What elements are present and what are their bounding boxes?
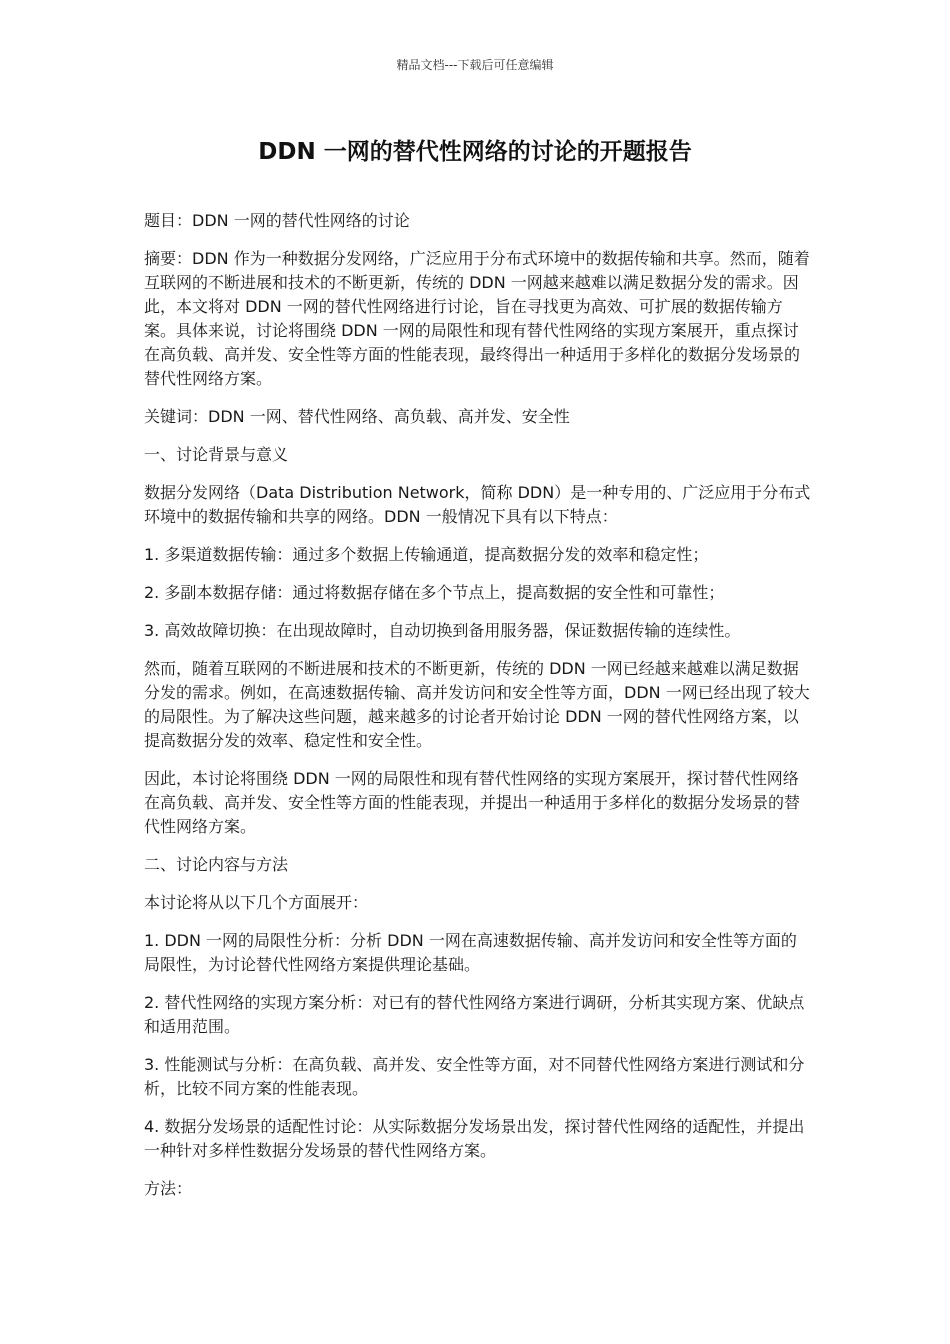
paragraph-ddn-definition: 数据分发网络（Data Distribution Network，简称 DDN）是一种专用的、广泛应用于分布式环境中的数据传输和共享的网络。DDN 一般情况下具有以下特点：	[144, 483, 811, 526]
paragraph-purpose: 因此，本讨论将围绕 DDN 一网的局限性和现有替代性网络的实现方案展开，探讨替代性网络在高负载、高并发、安全性等方面的性能表现，并提出一种适用于多样化的数据分发场景的替代性网络方案。	[144, 769, 801, 836]
list-item-aspect-4: 4. 数据分发场景的适配性讨论：从实际数据分发场景出发，探讨替代性网络的适配性，并提出一种针对多样性数据分发场景的替代性网络方案。	[144, 1117, 805, 1160]
paragraph-limitations: 然而，随着互联网的不断进展和技术的不断更新，传统的 DDN 一网已经越来越难以满足数据分发的需求。例如，在高速数据传输、高并发访问和安全性等方面，DDN 一网已经出现了较大的局限性。为了解决这些问题，越来越多的讨论者开始讨论 DDN 一网的替代性网络方案，以提高数据分发的效率、稳定性和安全性。	[144, 659, 810, 750]
list-item-aspect-2: 2. 替代性网络的实现方案分析：对已有的替代性网络方案进行调研，分析其实现方案、优缺点和适用范围。	[144, 993, 805, 1036]
document-title: DDN 一网的替代性网络的讨论的开题报告	[258, 139, 692, 165]
paragraph-intro-aspects: 本讨论将从以下几个方面展开：	[144, 893, 369, 912]
list-item-feature-1: 1. 多渠道数据传输：通过多个数据上传输通道，提高数据分发的效率和稳定性；	[144, 545, 709, 564]
document-body	[144, 209, 812, 1215]
paragraph-abstract: 摘要：DDN 作为一种数据分发网络，广泛应用于分布式环境中的数据传输和共享。然而，随着互联网的不断进展和技术的不断更新，传统的 DDN 一网越来越难以满足数据分发的需求。因此，本文将对 DDN 一网的替代性网络进行讨论，旨在寻找更为高效、可扩展的数据传输方案。具体来说，讨论将围绕 DDN 一网的局限性和现有替代性网络的实现方案展开，重点探讨在高负载、高并发、安全性等方面的性能表现，最终得出一种适用于多样化的数据分发场景的替代性网络方案。	[144, 249, 810, 388]
list-item-feature-2: 2. 多副本数据存储：通过将数据存储在多个节点上，提高数据的安全性和可靠性；	[144, 583, 725, 602]
paragraph-topic: 题目：DDN 一网的替代性网络的讨论	[144, 211, 410, 230]
paragraph-keywords: 关键词：DDN 一网、替代性网络、高负载、高并发、安全性	[144, 407, 570, 426]
section-heading-content-method: 二、讨论内容与方法	[144, 855, 289, 874]
page-header-note: 精品文档---下载后可任意编辑	[396, 58, 554, 72]
list-item-feature-3: 3. 高效故障切换：在出现故障时，自动切换到备用服务器，保证数据传输的连续性。	[144, 621, 741, 640]
list-item-aspect-3: 3. 性能测试与分析：在高负载、高并发、安全性等方面，对不同替代性网络方案进行测试和分析，比较不同方案的性能表现。	[144, 1055, 805, 1098]
paragraph-method-label: 方法：	[144, 1179, 193, 1198]
section-heading-background: 一、讨论背景与意义	[144, 445, 289, 464]
list-item-aspect-1: 1. DDN 一网的局限性分析：分析 DDN 一网在高速数据传输、高并发访问和安全性等方面的局限性，为讨论替代性网络方案提供理论基础。	[144, 931, 797, 974]
